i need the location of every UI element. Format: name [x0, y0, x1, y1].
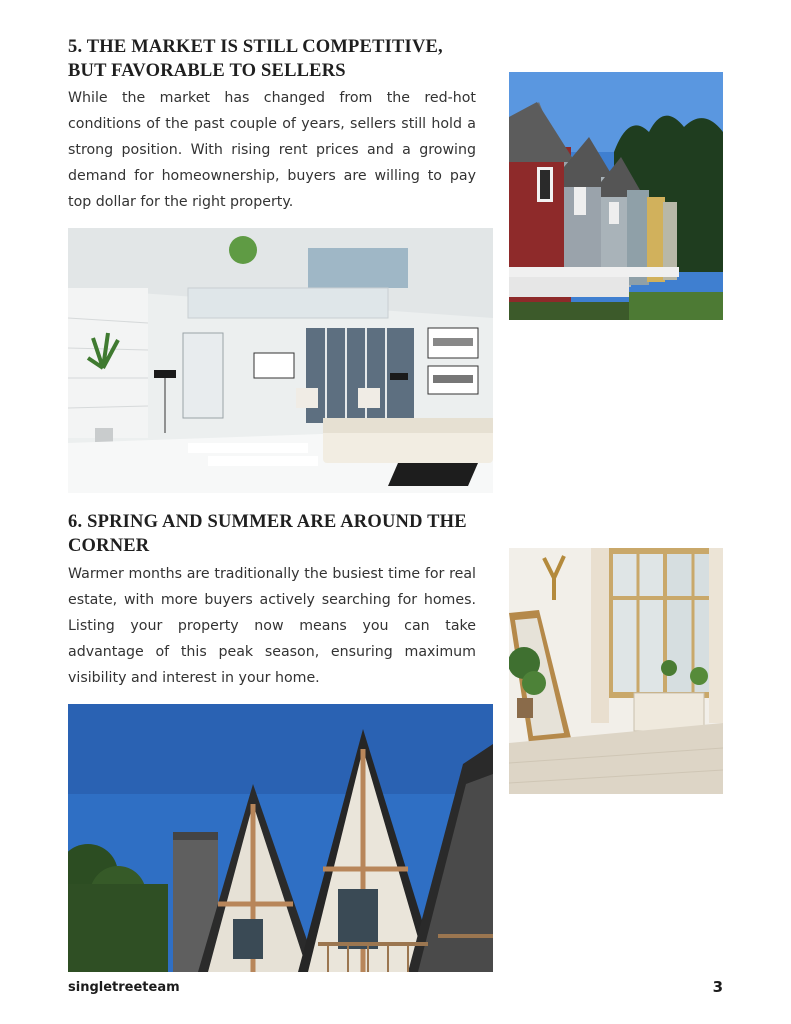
page-number: 3 [712, 978, 723, 996]
gabled-houses-photo [68, 704, 493, 972]
section-5-heading-line-2: BUT FAVORABLE TO SELLERS [68, 61, 346, 81]
section-5-heading-line-1: 5. THE MARKET IS STILL COMPETITIVE, [68, 37, 443, 57]
bright-room-photo [509, 548, 723, 794]
section-6-body: Warmer months are traditionally the busiest time for real estate, with more buyers actively searching for homes. Listing your property now means you can take advantage of this peak season, ensuring maximum visibility and interest in your home. [68, 566, 476, 686]
section-5-heading [68, 35, 498, 83]
section-6-heading-line-2: CORNER [68, 536, 150, 556]
white-living-room-photo [68, 228, 493, 493]
townhouses-photo [509, 72, 723, 320]
footer-brand: singletreeteam [68, 980, 180, 995]
section-6-heading-line-1: 6. SPRING AND SUMMER ARE AROUND THE [68, 512, 467, 532]
section-5-body: While the market has changed from the red-hot conditions of the past couple of years, sellers still hold a strong position. With rising rent prices and a growing demand for homeownership, buyers are willing to pay top dollar for the right property. [68, 90, 476, 210]
section-6-heading [68, 510, 498, 558]
